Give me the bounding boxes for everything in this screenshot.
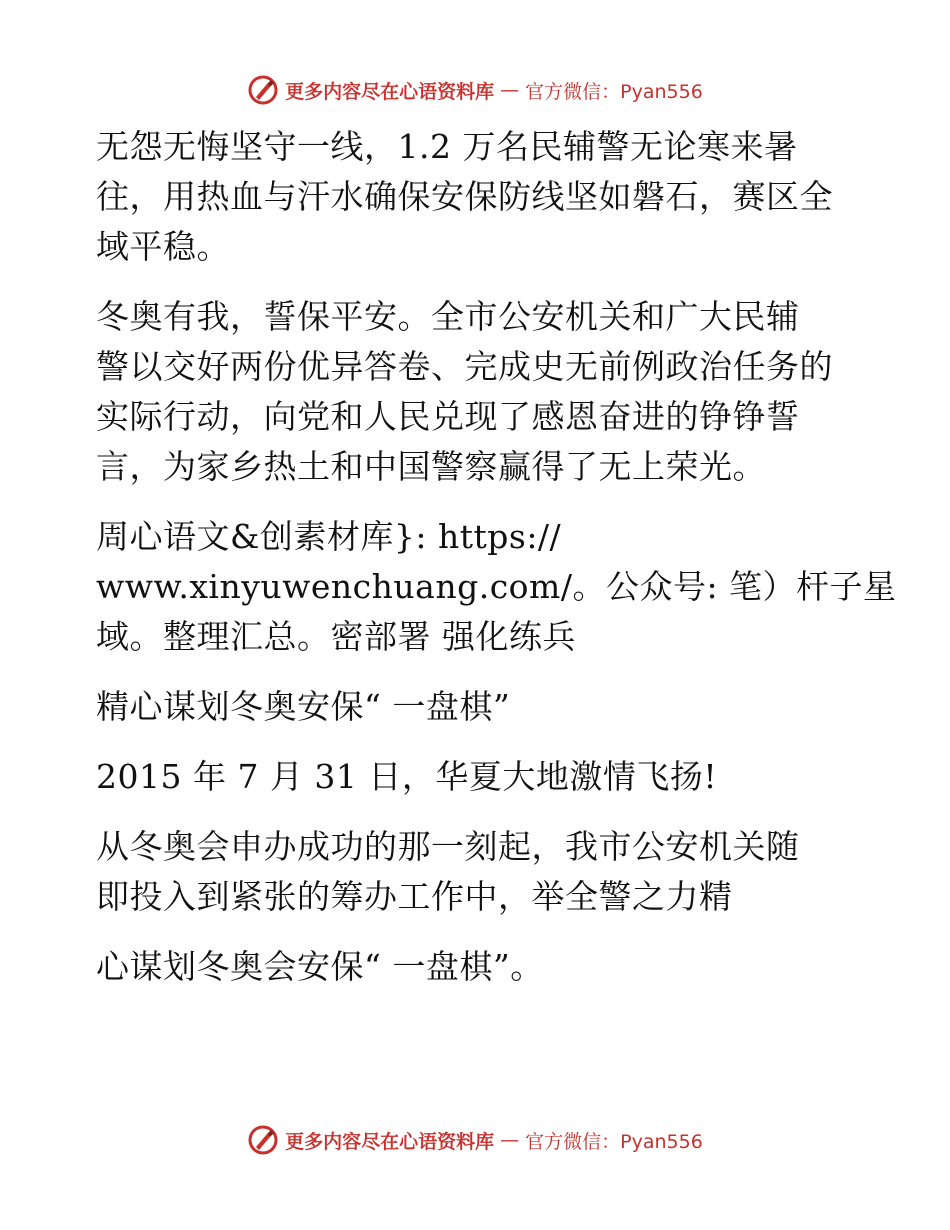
text-line: 心谋划冬奥会安保“ 一盘棋”。	[96, 947, 544, 986]
paragraph-5	[96, 752, 856, 802]
text-line: 往，用热血与汗水确保安保防线坚如磐石，赛区全	[96, 177, 833, 216]
watermark-dash: —	[500, 79, 520, 101]
text-line: www.xinyuwenchuang.com/。公众号: 笔）杆子星	[96, 567, 897, 606]
text-line: 域平稳。	[96, 227, 230, 266]
paragraph-3	[96, 512, 897, 662]
watermark-sub-text: 官方微信：Pyan556	[525, 1130, 703, 1153]
paragraph-1	[96, 122, 856, 272]
paragraph-4	[96, 682, 856, 732]
watermark-sub-text: 官方微信：Pyan556	[525, 80, 703, 103]
watermark-banner-top	[0, 70, 950, 110]
watermark-dash: —	[500, 1129, 520, 1151]
text-line: 警以交好两份优异答卷、完成史无前例政治任务的	[96, 347, 833, 386]
pen-circle-logo-icon	[247, 1124, 279, 1156]
pen-circle-logo-icon	[247, 74, 279, 106]
text-line: 无怨无悔坚守一线，1.2 万名民辅警无论寒来暑	[96, 127, 798, 166]
paragraph-2	[96, 292, 856, 492]
text-line: 周心语文&创素材库}: https://	[96, 517, 562, 556]
document-body	[96, 122, 897, 992]
text-line: 即投入到紧张的筹办工作中，举全警之力精	[96, 877, 733, 916]
paragraph-6	[96, 822, 856, 922]
text-line: 言，为家乡热土和中国警察赢得了无上荣光。	[96, 447, 766, 486]
text-line: 域。整理汇总。密部署 强化练兵	[96, 617, 576, 656]
text-line: 从冬奥会申办成功的那一刻起，我市公安机关随	[96, 827, 800, 866]
paragraph-7	[96, 942, 856, 992]
watermark-banner-bottom	[0, 1120, 950, 1160]
watermark-main-text: 更多内容尽在心语资料库	[285, 1130, 495, 1153]
text-line: 精心谋划冬奥安保“ 一盘棋”	[96, 687, 511, 726]
text-line: 冬奥有我，誓保平安。全市公安机关和广大民辅	[96, 297, 800, 336]
text-line: 2015 年 7 月 31 日，华夏大地激情飞扬!	[96, 757, 718, 796]
watermark-main-text: 更多内容尽在心语资料库	[285, 80, 495, 103]
text-line: 实际行动，向党和人民兑现了感恩奋进的铮铮誓	[96, 397, 800, 436]
